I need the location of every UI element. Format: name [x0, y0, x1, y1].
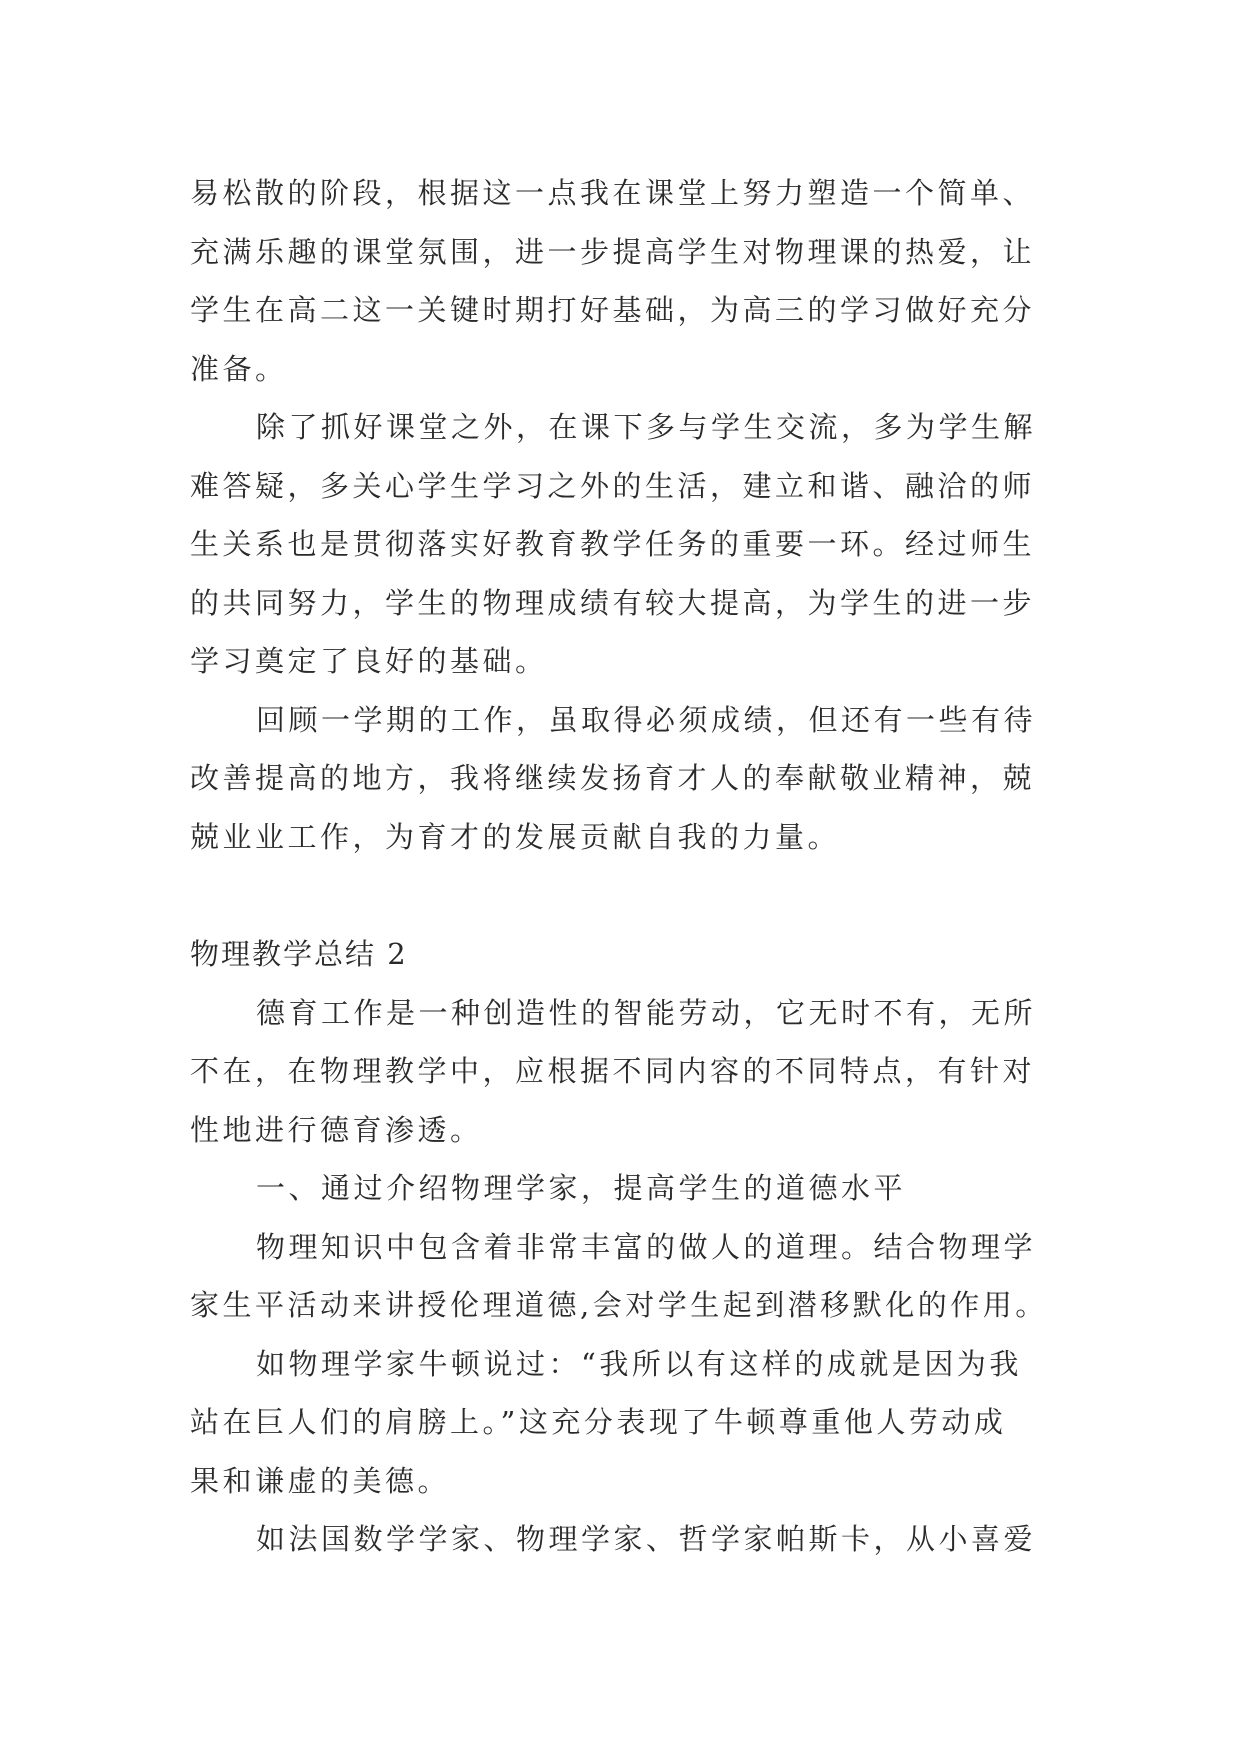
paragraph: [190, 164, 1050, 398]
paragraph: [190, 691, 1050, 867]
text-line: 易松散的阶段，根据这一点我在课堂上努力塑造一个简单、: [190, 176, 1036, 210]
text-line: 回顾一学期的工作，虽取得必须成绩，但还有一些有待: [256, 702, 1037, 737]
paragraph: [190, 984, 1050, 1160]
text-line: 难答疑，多关心学生学习之外的生活，建立和谐、融洽的师: [190, 468, 1036, 503]
text-line: 充满乐趣的课堂氛围，进一步提高学生对物理课的热爱，让: [190, 234, 1036, 269]
text-line: 如物理学家牛顿说过：“我所以有这样的成就是因为我: [256, 1346, 1022, 1381]
text-line: 生关系也是贯彻落实好教育教学任务的重要一环。经过师生: [190, 527, 1036, 561]
paragraph: [190, 398, 1050, 691]
text-line: 家生平活动来讲授伦理道德,会对学生起到潜移默化的作用。: [190, 1288, 1048, 1322]
text-line: 站在巨人们的肩膀上。”这充分表现了牛顿尊重他人劳动成: [190, 1405, 1007, 1439]
text-line: 兢业业工作，为育才的发展贡献自我的力量。: [190, 819, 841, 854]
document-body: [190, 164, 1050, 1569]
text-line: 准备。: [190, 351, 288, 386]
text-line: 如法国数学学家、物理学家、哲学家帕斯卡，从小喜爱: [256, 1522, 1037, 1556]
paragraph: [190, 1335, 1050, 1511]
text-line: 学生在高二这一关键时期打好基础，为高三的学习做好充分: [190, 293, 1036, 327]
text-line: 除了抓好课堂之外，在课下多与学生交流，多为学生解: [256, 410, 1037, 444]
text-line: 改善提高的地方，我将继续发扬育才人的奉献敬业精神，兢: [190, 761, 1036, 795]
text-line: 性地进行德育渗透。: [190, 1112, 483, 1147]
text-line: 德育工作是一种创造性的智能劳动，它无时不有，无所: [256, 995, 1037, 1030]
paragraph: [190, 1218, 1050, 1335]
section-title: 物理教学总结 2: [190, 937, 408, 971]
text-line: 学习奠定了良好的基础。: [190, 644, 548, 678]
text-line: 果和谦虚的美德。: [190, 1463, 451, 1498]
text-line: 物理知识中包含着非常丰富的做人的道理。结合物理学: [256, 1229, 1037, 1264]
paragraph: [190, 1510, 1050, 1569]
text-line: 不在，在物理教学中，应根据不同内容的不同特点，有针对: [190, 1054, 1036, 1088]
subheading: 一、通过介绍物理学家，提高学生的道德水平: [256, 1171, 907, 1205]
text-line: 的共同努力，学生的物理成绩有较大提高，为学生的进一步: [190, 585, 1036, 620]
section-spacer: [190, 866, 1050, 925]
